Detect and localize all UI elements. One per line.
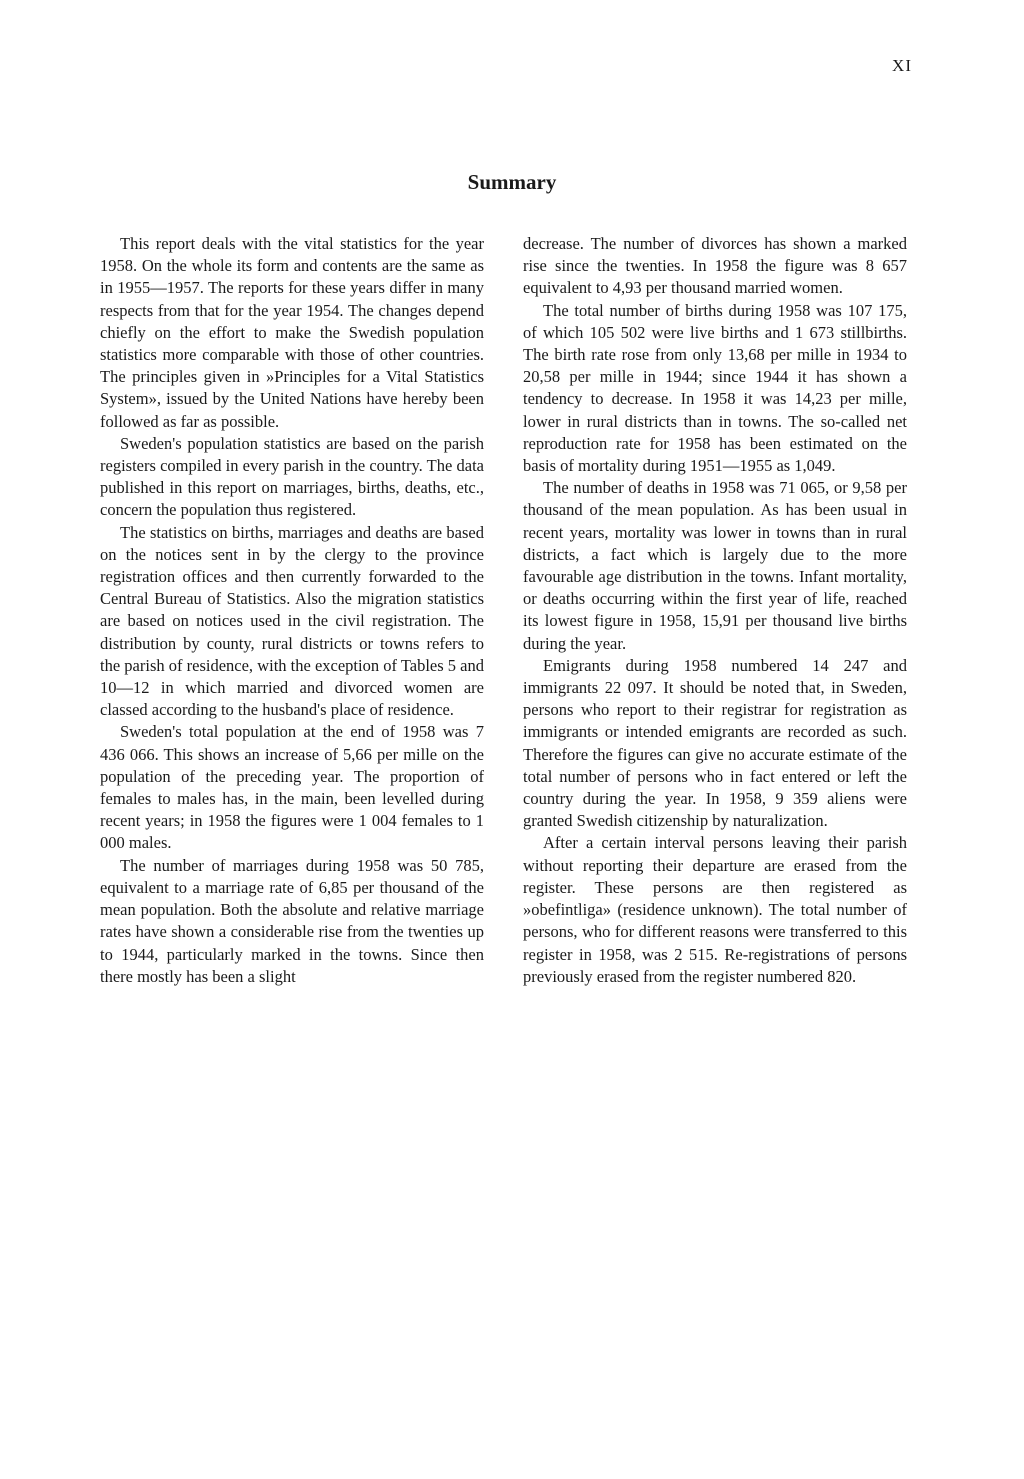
page-number: XI (892, 56, 912, 75)
paragraph: Emigrants during 1958 numbered 14 247 and immigrants 22 097. It should be noted that, in Sweden, persons who report to their registrar for registration as immigrants or intended emigrants are recorded as such. Therefore the figures can give no accurate estimate of the total number of persons who in fact entered or left the country during the year. In 1958, 9 359 aliens were granted Swedish citizenship by naturalization. (523, 655, 907, 831)
paragraph: The statistics on births, marriages and deaths are based on the notices sent in by the clergy to the province registration offices and then currently forwarded to the Central Bureau of Statistics. Also the migration statistics are based on notices used in the civil registration. The distribution by county, rural districts or towns refers to the parish of residence, with the exception of Tables 5 and 10—12 in which married and divorced women are classed according to the husband's place of residence. (100, 522, 484, 720)
paragraph: This report deals with the vital statistics for the year 1958. On the whole its form and contents are the same as in 1955—1957. The reports for these years differ in many respects from that for the year 1954. The changes depend chiefly on the effort to make the Swedish population statistics more comparable with those of other countries. The principles given in »Principles for a Vital Statistics System», issued by the United Nations have hereby been followed as far as possible. (100, 234, 484, 431)
page-title: Summary (467, 170, 557, 194)
paragraph: Sweden's population statistics are based on the parish registers compiled in every parish in the country. The data published in this report on marriages, births, deaths, etc., concern the population thus registered. (100, 433, 484, 520)
paragraph-continuation: decrease. The number of divorces has shown a marked rise since the twenties. In 1958 the figure was 8 657 equivalent to 4,93 per thousand married women. (523, 234, 907, 298)
paragraph: Sweden's total population at the end of 1958 was 7 436 066. This shows an increase of 5,66 per mille on the population of the preceding year. The proportion of females to males has, in the main, been levelled during recent years; in 1958 the figures were 1 004 females to 1 000 males. (100, 722, 484, 853)
paragraph: The number of marriages during 1958 was 50 785, equivalent to a marriage rate of 6,85 per thousand of the mean population. Both the absolute and relative marriage rates have shown a considerable rise from the twenties up to 1944, particularly marked in the towns. Since then there mostly has been a slight (100, 855, 484, 986)
right-column (523, 233, 907, 988)
paragraph: After a certain interval persons leaving their parish without reporting their departure are erased from the register. These persons are then registered as »obefintliga» (residence unknown). The total number of persons, who for different reasons were transferred to this register in 1958, was 2 515. Re-registrations of persons previously erased from the register numbered 820. (523, 833, 907, 986)
paragraph: The number of deaths in 1958 was 71 065, or 9,58 per thousand of the mean population. As has been usual in recent years, mortality was lower in towns than in rural districts, a fact which is largely due to the more favourable age distribution in the towns. Infant mortality, or deaths occurring within the first year of life, reached its lowest figure in 1958, 15,91 per thousand live births during the year. (523, 478, 907, 653)
paragraph: The total number of births during 1958 was 107 175, of which 105 502 were live births and 1 673 stillbirths. The birth rate rose from only 13,68 per mille in 1934 to 20,58 per mille in 1944; since 1944 it has shown a tendency to decrease. In 1958 it was 14,23 per mille, lower in rural districts than in towns. The so-called net reproduction rate for 1958 has been estimated on the basis of mortality during 1951—1955 as 1,049. (523, 300, 907, 476)
left-column (100, 233, 484, 988)
